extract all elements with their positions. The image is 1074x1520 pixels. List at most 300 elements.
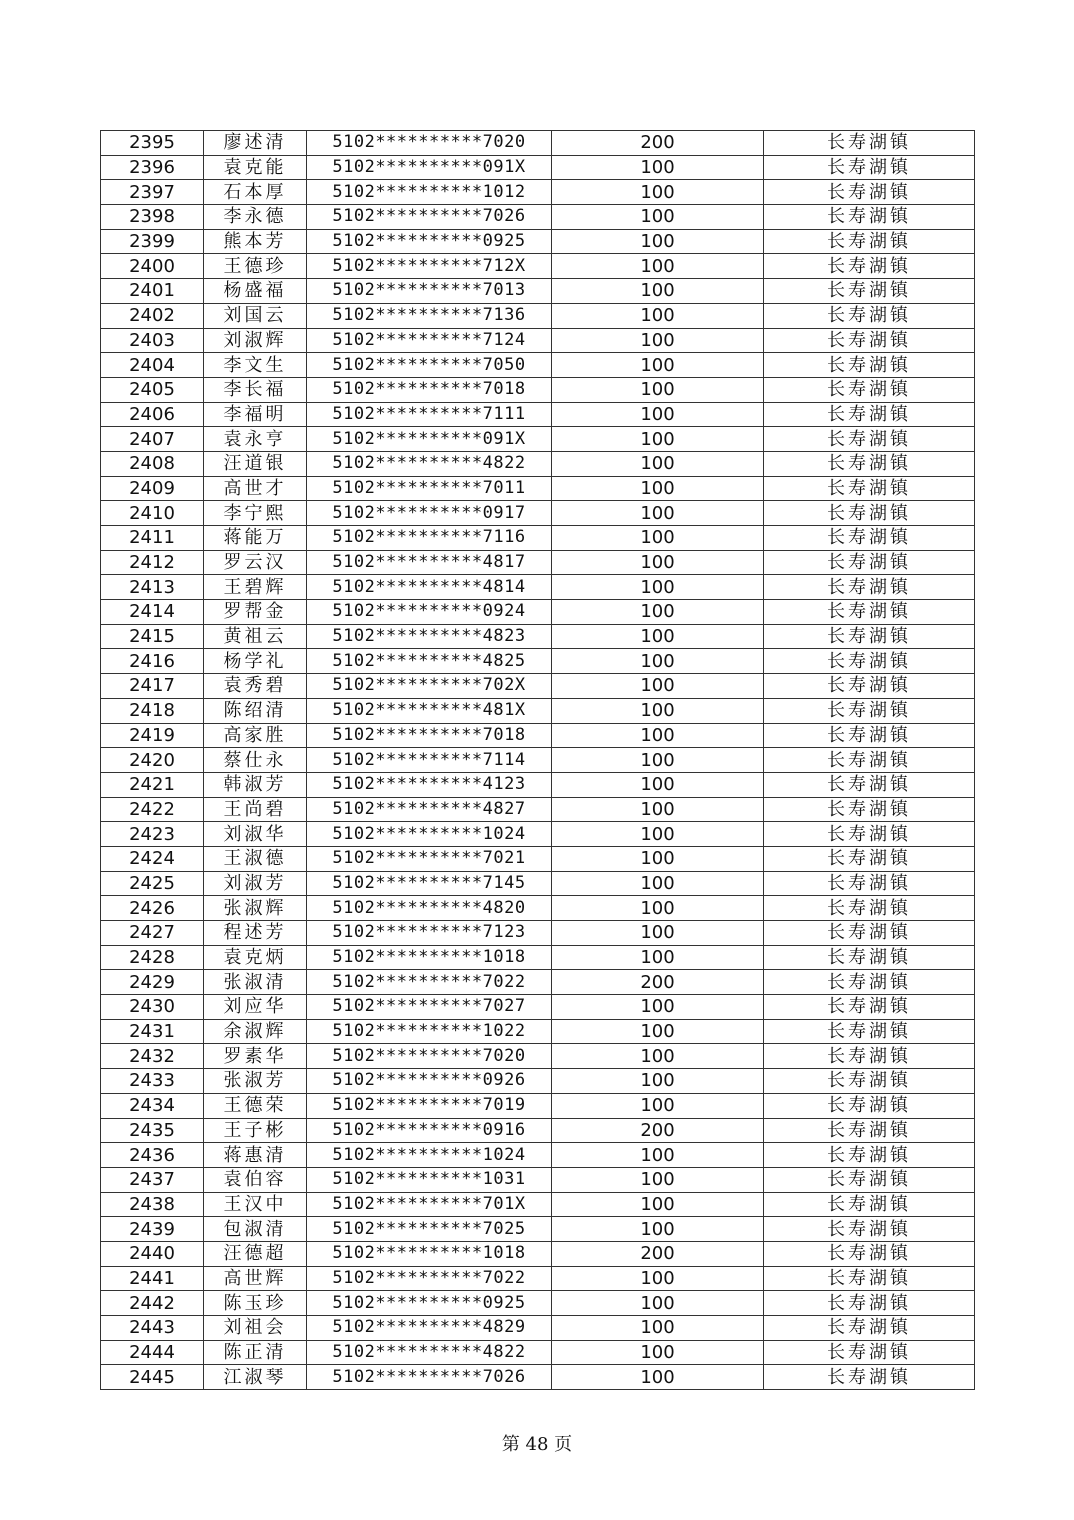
town-cell: 长寿湖镇 bbox=[764, 1192, 975, 1217]
table-row bbox=[101, 1143, 975, 1168]
town-cell: 长寿湖镇 bbox=[764, 279, 975, 304]
amount-cell: 100 bbox=[552, 1093, 764, 1118]
amount-cell: 100 bbox=[552, 328, 764, 353]
amount-cell: 100 bbox=[552, 526, 764, 551]
name-cell: 程述芳 bbox=[204, 921, 307, 946]
id-number-cell: 5102**********701X bbox=[307, 1192, 552, 1217]
amount-cell: 100 bbox=[552, 1143, 764, 1168]
town-cell: 长寿湖镇 bbox=[764, 526, 975, 551]
table-row bbox=[101, 1316, 975, 1341]
amount-cell: 100 bbox=[552, 945, 764, 970]
id-number-cell: 5102**********7018 bbox=[307, 377, 552, 402]
id-number-cell: 5102**********0925 bbox=[307, 229, 552, 254]
id-number-cell: 5102**********7020 bbox=[307, 131, 552, 156]
id-number-cell: 5102**********7022 bbox=[307, 1266, 552, 1291]
id-number-cell: 5102**********7013 bbox=[307, 279, 552, 304]
name-cell: 张淑芳 bbox=[204, 1069, 307, 1094]
table-row bbox=[101, 402, 975, 427]
table-row bbox=[101, 698, 975, 723]
town-cell: 长寿湖镇 bbox=[764, 723, 975, 748]
id-number-cell: 5102**********7136 bbox=[307, 303, 552, 328]
table-row bbox=[101, 1266, 975, 1291]
row-number-cell: 2435 bbox=[101, 1118, 204, 1143]
town-cell: 长寿湖镇 bbox=[764, 1093, 975, 1118]
table-row bbox=[101, 476, 975, 501]
name-cell: 李文生 bbox=[204, 353, 307, 378]
amount-cell: 100 bbox=[552, 155, 764, 180]
table-row bbox=[101, 723, 975, 748]
town-cell: 长寿湖镇 bbox=[764, 1365, 975, 1390]
id-number-cell: 5102**********1012 bbox=[307, 180, 552, 205]
table-row bbox=[101, 945, 975, 970]
town-cell: 长寿湖镇 bbox=[764, 649, 975, 674]
town-cell: 长寿湖镇 bbox=[764, 748, 975, 773]
town-cell: 长寿湖镇 bbox=[764, 328, 975, 353]
id-number-cell: 5102**********712X bbox=[307, 254, 552, 279]
row-number-cell: 2427 bbox=[101, 921, 204, 946]
amount-cell: 100 bbox=[552, 871, 764, 896]
name-cell: 王尚碧 bbox=[204, 797, 307, 822]
amount-cell: 200 bbox=[552, 1241, 764, 1266]
table-row bbox=[101, 155, 975, 180]
row-number-cell: 2411 bbox=[101, 526, 204, 551]
id-number-cell: 5102**********0925 bbox=[307, 1291, 552, 1316]
name-cell: 余淑辉 bbox=[204, 1019, 307, 1044]
name-cell: 蒋惠清 bbox=[204, 1143, 307, 1168]
row-number-cell: 2399 bbox=[101, 229, 204, 254]
town-cell: 长寿湖镇 bbox=[764, 427, 975, 452]
row-number-cell: 2403 bbox=[101, 328, 204, 353]
amount-cell: 100 bbox=[552, 1192, 764, 1217]
table-row bbox=[101, 600, 975, 625]
row-number-cell: 2424 bbox=[101, 846, 204, 871]
row-number-cell: 2440 bbox=[101, 1241, 204, 1266]
town-cell: 长寿湖镇 bbox=[764, 698, 975, 723]
name-cell: 张淑清 bbox=[204, 970, 307, 995]
name-cell: 高家胜 bbox=[204, 723, 307, 748]
town-cell: 长寿湖镇 bbox=[764, 1167, 975, 1192]
table-row bbox=[101, 1044, 975, 1069]
name-cell: 王德荣 bbox=[204, 1093, 307, 1118]
row-number-cell: 2441 bbox=[101, 1266, 204, 1291]
row-number-cell: 2414 bbox=[101, 600, 204, 625]
id-number-cell: 5102**********4822 bbox=[307, 1340, 552, 1365]
row-number-cell: 2438 bbox=[101, 1192, 204, 1217]
name-cell: 廖述清 bbox=[204, 131, 307, 156]
town-cell: 长寿湖镇 bbox=[764, 155, 975, 180]
town-cell: 长寿湖镇 bbox=[764, 501, 975, 526]
id-number-cell: 5102**********481X bbox=[307, 698, 552, 723]
row-number-cell: 2396 bbox=[101, 155, 204, 180]
id-number-cell: 5102**********091X bbox=[307, 155, 552, 180]
id-number-cell: 5102**********1022 bbox=[307, 1019, 552, 1044]
table-row bbox=[101, 871, 975, 896]
row-number-cell: 2423 bbox=[101, 822, 204, 847]
amount-cell: 100 bbox=[552, 624, 764, 649]
row-number-cell: 2430 bbox=[101, 995, 204, 1020]
id-number-cell: 5102**********091X bbox=[307, 427, 552, 452]
row-number-cell: 2416 bbox=[101, 649, 204, 674]
table-row bbox=[101, 254, 975, 279]
table-row bbox=[101, 1241, 975, 1266]
id-number-cell: 5102**********7011 bbox=[307, 476, 552, 501]
row-number-cell: 2436 bbox=[101, 1143, 204, 1168]
row-number-cell: 2418 bbox=[101, 698, 204, 723]
name-cell: 高世辉 bbox=[204, 1266, 307, 1291]
table-row bbox=[101, 649, 975, 674]
amount-cell: 100 bbox=[552, 600, 764, 625]
amount-cell: 100 bbox=[552, 1167, 764, 1192]
table-row bbox=[101, 303, 975, 328]
table-row bbox=[101, 1291, 975, 1316]
town-cell: 长寿湖镇 bbox=[764, 1019, 975, 1044]
table-row bbox=[101, 846, 975, 871]
id-number-cell: 5102**********1024 bbox=[307, 822, 552, 847]
id-number-cell: 5102**********4820 bbox=[307, 896, 552, 921]
row-number-cell: 2445 bbox=[101, 1365, 204, 1390]
town-cell: 长寿湖镇 bbox=[764, 1291, 975, 1316]
town-cell: 长寿湖镇 bbox=[764, 970, 975, 995]
name-cell: 李永德 bbox=[204, 205, 307, 230]
table-row bbox=[101, 180, 975, 205]
amount-cell: 100 bbox=[552, 1340, 764, 1365]
id-number-cell: 5102**********4814 bbox=[307, 575, 552, 600]
id-number-cell: 5102**********7145 bbox=[307, 871, 552, 896]
amount-cell: 200 bbox=[552, 970, 764, 995]
table-row bbox=[101, 501, 975, 526]
row-number-cell: 2404 bbox=[101, 353, 204, 378]
amount-cell: 100 bbox=[552, 1044, 764, 1069]
row-number-cell: 2412 bbox=[101, 550, 204, 575]
id-number-cell: 5102**********1018 bbox=[307, 1241, 552, 1266]
name-cell: 刘祖会 bbox=[204, 1316, 307, 1341]
town-cell: 长寿湖镇 bbox=[764, 1118, 975, 1143]
amount-cell: 100 bbox=[552, 723, 764, 748]
table-row bbox=[101, 1365, 975, 1390]
table-row bbox=[101, 279, 975, 304]
amount-cell: 100 bbox=[552, 1069, 764, 1094]
table-row bbox=[101, 1093, 975, 1118]
town-cell: 长寿湖镇 bbox=[764, 1069, 975, 1094]
amount-cell: 100 bbox=[552, 698, 764, 723]
row-number-cell: 2398 bbox=[101, 205, 204, 230]
row-number-cell: 2402 bbox=[101, 303, 204, 328]
page-number: 第 48 页 bbox=[501, 1434, 573, 1455]
id-number-cell: 5102**********7018 bbox=[307, 723, 552, 748]
name-cell: 杨盛福 bbox=[204, 279, 307, 304]
town-cell: 长寿湖镇 bbox=[764, 575, 975, 600]
row-number-cell: 2410 bbox=[101, 501, 204, 526]
amount-cell: 100 bbox=[552, 402, 764, 427]
town-cell: 长寿湖镇 bbox=[764, 624, 975, 649]
amount-cell: 100 bbox=[552, 846, 764, 871]
name-cell: 蔡仕永 bbox=[204, 748, 307, 773]
id-number-cell: 5102**********7124 bbox=[307, 328, 552, 353]
name-cell: 汪德超 bbox=[204, 1241, 307, 1266]
name-cell: 江淑琴 bbox=[204, 1365, 307, 1390]
row-number-cell: 2439 bbox=[101, 1217, 204, 1242]
amount-cell: 100 bbox=[552, 797, 764, 822]
town-cell: 长寿湖镇 bbox=[764, 476, 975, 501]
id-number-cell: 5102**********1018 bbox=[307, 945, 552, 970]
name-cell: 王淑德 bbox=[204, 846, 307, 871]
name-cell: 黄祖云 bbox=[204, 624, 307, 649]
town-cell: 长寿湖镇 bbox=[764, 1143, 975, 1168]
table-row bbox=[101, 575, 975, 600]
id-number-cell: 5102**********7111 bbox=[307, 402, 552, 427]
id-number-cell: 5102**********7021 bbox=[307, 846, 552, 871]
name-cell: 包淑清 bbox=[204, 1217, 307, 1242]
town-cell: 长寿湖镇 bbox=[764, 921, 975, 946]
town-cell: 长寿湖镇 bbox=[764, 180, 975, 205]
name-cell: 高世才 bbox=[204, 476, 307, 501]
amount-cell: 100 bbox=[552, 822, 764, 847]
amount-cell: 100 bbox=[552, 254, 764, 279]
amount-cell: 100 bbox=[552, 896, 764, 921]
name-cell: 刘淑辉 bbox=[204, 328, 307, 353]
id-number-cell: 5102**********0916 bbox=[307, 1118, 552, 1143]
id-number-cell: 5102**********702X bbox=[307, 674, 552, 699]
amount-cell: 100 bbox=[552, 674, 764, 699]
amount-cell: 100 bbox=[552, 501, 764, 526]
name-cell: 袁克炳 bbox=[204, 945, 307, 970]
town-cell: 长寿湖镇 bbox=[764, 846, 975, 871]
id-number-cell: 5102**********4825 bbox=[307, 649, 552, 674]
town-cell: 长寿湖镇 bbox=[764, 303, 975, 328]
amount-cell: 100 bbox=[552, 180, 764, 205]
table-row bbox=[101, 921, 975, 946]
town-cell: 长寿湖镇 bbox=[764, 1044, 975, 1069]
table-row bbox=[101, 1192, 975, 1217]
town-cell: 长寿湖镇 bbox=[764, 131, 975, 156]
row-number-cell: 2444 bbox=[101, 1340, 204, 1365]
id-number-cell: 5102**********7026 bbox=[307, 1365, 552, 1390]
row-number-cell: 2400 bbox=[101, 254, 204, 279]
town-cell: 长寿湖镇 bbox=[764, 600, 975, 625]
amount-cell: 100 bbox=[552, 550, 764, 575]
name-cell: 熊本芳 bbox=[204, 229, 307, 254]
name-cell: 罗素华 bbox=[204, 1044, 307, 1069]
id-number-cell: 5102**********7022 bbox=[307, 970, 552, 995]
name-cell: 陈正清 bbox=[204, 1340, 307, 1365]
table-row bbox=[101, 1340, 975, 1365]
name-cell: 汪道银 bbox=[204, 451, 307, 476]
id-number-cell: 5102**********7020 bbox=[307, 1044, 552, 1069]
amount-cell: 100 bbox=[552, 353, 764, 378]
id-number-cell: 5102**********4822 bbox=[307, 451, 552, 476]
table-row bbox=[101, 970, 975, 995]
row-number-cell: 2429 bbox=[101, 970, 204, 995]
id-number-cell: 5102**********1024 bbox=[307, 1143, 552, 1168]
town-cell: 长寿湖镇 bbox=[764, 1266, 975, 1291]
table-row bbox=[101, 131, 975, 156]
row-number-cell: 2405 bbox=[101, 377, 204, 402]
name-cell: 袁伯容 bbox=[204, 1167, 307, 1192]
id-number-cell: 5102**********7019 bbox=[307, 1093, 552, 1118]
amount-cell: 100 bbox=[552, 1266, 764, 1291]
table-row bbox=[101, 1118, 975, 1143]
amount-cell: 100 bbox=[552, 303, 764, 328]
row-number-cell: 2417 bbox=[101, 674, 204, 699]
amount-cell: 100 bbox=[552, 921, 764, 946]
id-number-cell: 5102**********4827 bbox=[307, 797, 552, 822]
table-row bbox=[101, 995, 975, 1020]
row-number-cell: 2415 bbox=[101, 624, 204, 649]
town-cell: 长寿湖镇 bbox=[764, 1241, 975, 1266]
table-row bbox=[101, 896, 975, 921]
id-number-cell: 5102**********7026 bbox=[307, 205, 552, 230]
town-cell: 长寿湖镇 bbox=[764, 1316, 975, 1341]
row-number-cell: 2406 bbox=[101, 402, 204, 427]
row-number-cell: 2437 bbox=[101, 1167, 204, 1192]
name-cell: 李福明 bbox=[204, 402, 307, 427]
table-row bbox=[101, 1069, 975, 1094]
table-row bbox=[101, 797, 975, 822]
amount-cell: 100 bbox=[552, 575, 764, 600]
table-row bbox=[101, 1019, 975, 1044]
town-cell: 长寿湖镇 bbox=[764, 896, 975, 921]
row-number-cell: 2419 bbox=[101, 723, 204, 748]
town-cell: 长寿湖镇 bbox=[764, 945, 975, 970]
amount-cell: 100 bbox=[552, 476, 764, 501]
table-row bbox=[101, 451, 975, 476]
id-number-cell: 5102**********7027 bbox=[307, 995, 552, 1020]
amount-cell: 100 bbox=[552, 1019, 764, 1044]
table-row bbox=[101, 550, 975, 575]
name-cell: 蒋能万 bbox=[204, 526, 307, 551]
town-cell: 长寿湖镇 bbox=[764, 205, 975, 230]
amount-cell: 100 bbox=[552, 205, 764, 230]
id-number-cell: 5102**********4823 bbox=[307, 624, 552, 649]
name-cell: 李长福 bbox=[204, 377, 307, 402]
name-cell: 李宁熙 bbox=[204, 501, 307, 526]
amount-cell: 100 bbox=[552, 229, 764, 254]
row-number-cell: 2409 bbox=[101, 476, 204, 501]
table-row bbox=[101, 674, 975, 699]
amount-cell: 100 bbox=[552, 748, 764, 773]
amount-cell: 100 bbox=[552, 451, 764, 476]
row-number-cell: 2431 bbox=[101, 1019, 204, 1044]
id-number-cell: 5102**********4817 bbox=[307, 550, 552, 575]
table-row bbox=[101, 427, 975, 452]
table-row bbox=[101, 526, 975, 551]
table-row bbox=[101, 229, 975, 254]
amount-cell: 100 bbox=[552, 377, 764, 402]
table-row bbox=[101, 624, 975, 649]
row-number-cell: 2426 bbox=[101, 896, 204, 921]
row-number-cell: 2433 bbox=[101, 1069, 204, 1094]
town-cell: 长寿湖镇 bbox=[764, 995, 975, 1020]
name-cell: 刘国云 bbox=[204, 303, 307, 328]
row-number-cell: 2442 bbox=[101, 1291, 204, 1316]
row-number-cell: 2422 bbox=[101, 797, 204, 822]
id-number-cell: 5102**********4829 bbox=[307, 1316, 552, 1341]
town-cell: 长寿湖镇 bbox=[764, 229, 975, 254]
name-cell: 袁克能 bbox=[204, 155, 307, 180]
table-row bbox=[101, 748, 975, 773]
row-number-cell: 2420 bbox=[101, 748, 204, 773]
town-cell: 长寿湖镇 bbox=[764, 772, 975, 797]
row-number-cell: 2421 bbox=[101, 772, 204, 797]
town-cell: 长寿湖镇 bbox=[764, 871, 975, 896]
name-cell: 王子彬 bbox=[204, 1118, 307, 1143]
name-cell: 王汉中 bbox=[204, 1192, 307, 1217]
name-cell: 杨学礼 bbox=[204, 649, 307, 674]
id-number-cell: 5102**********7116 bbox=[307, 526, 552, 551]
amount-cell: 100 bbox=[552, 427, 764, 452]
row-number-cell: 2434 bbox=[101, 1093, 204, 1118]
id-number-cell: 5102**********1031 bbox=[307, 1167, 552, 1192]
id-number-cell: 5102**********7025 bbox=[307, 1217, 552, 1242]
table-row bbox=[101, 1167, 975, 1192]
row-number-cell: 2397 bbox=[101, 180, 204, 205]
name-cell: 刘淑华 bbox=[204, 822, 307, 847]
row-number-cell: 2407 bbox=[101, 427, 204, 452]
name-cell: 袁秀碧 bbox=[204, 674, 307, 699]
row-number-cell: 2413 bbox=[101, 575, 204, 600]
table-row bbox=[101, 377, 975, 402]
town-cell: 长寿湖镇 bbox=[764, 550, 975, 575]
name-cell: 韩淑芳 bbox=[204, 772, 307, 797]
name-cell: 王德珍 bbox=[204, 254, 307, 279]
table-row bbox=[101, 353, 975, 378]
table-body bbox=[101, 131, 975, 1390]
town-cell: 长寿湖镇 bbox=[764, 1340, 975, 1365]
id-number-cell: 5102**********7123 bbox=[307, 921, 552, 946]
data-table bbox=[100, 130, 975, 1390]
name-cell: 石本厚 bbox=[204, 180, 307, 205]
town-cell: 长寿湖镇 bbox=[764, 1217, 975, 1242]
town-cell: 长寿湖镇 bbox=[764, 377, 975, 402]
id-number-cell: 5102**********0917 bbox=[307, 501, 552, 526]
row-number-cell: 2401 bbox=[101, 279, 204, 304]
table-row bbox=[101, 1217, 975, 1242]
row-number-cell: 2425 bbox=[101, 871, 204, 896]
row-number-cell: 2428 bbox=[101, 945, 204, 970]
id-number-cell: 5102**********0924 bbox=[307, 600, 552, 625]
table-row bbox=[101, 772, 975, 797]
amount-cell: 200 bbox=[552, 131, 764, 156]
row-number-cell: 2443 bbox=[101, 1316, 204, 1341]
town-cell: 长寿湖镇 bbox=[764, 674, 975, 699]
name-cell: 刘淑芳 bbox=[204, 871, 307, 896]
id-number-cell: 5102**********7114 bbox=[307, 748, 552, 773]
amount-cell: 100 bbox=[552, 1291, 764, 1316]
amount-cell: 100 bbox=[552, 649, 764, 674]
town-cell: 长寿湖镇 bbox=[764, 797, 975, 822]
name-cell: 陈绍清 bbox=[204, 698, 307, 723]
row-number-cell: 2395 bbox=[101, 131, 204, 156]
name-cell: 罗帮金 bbox=[204, 600, 307, 625]
table-row bbox=[101, 205, 975, 230]
town-cell: 长寿湖镇 bbox=[764, 402, 975, 427]
name-cell: 刘应华 bbox=[204, 995, 307, 1020]
amount-cell: 100 bbox=[552, 1365, 764, 1390]
name-cell: 袁永亨 bbox=[204, 427, 307, 452]
table-row bbox=[101, 328, 975, 353]
id-number-cell: 5102**********7050 bbox=[307, 353, 552, 378]
town-cell: 长寿湖镇 bbox=[764, 822, 975, 847]
amount-cell: 200 bbox=[552, 1118, 764, 1143]
name-cell: 罗云汉 bbox=[204, 550, 307, 575]
row-number-cell: 2432 bbox=[101, 1044, 204, 1069]
id-number-cell: 5102**********4123 bbox=[307, 772, 552, 797]
amount-cell: 100 bbox=[552, 1316, 764, 1341]
amount-cell: 100 bbox=[552, 772, 764, 797]
amount-cell: 100 bbox=[552, 995, 764, 1020]
table-row bbox=[101, 822, 975, 847]
amount-cell: 100 bbox=[552, 1217, 764, 1242]
